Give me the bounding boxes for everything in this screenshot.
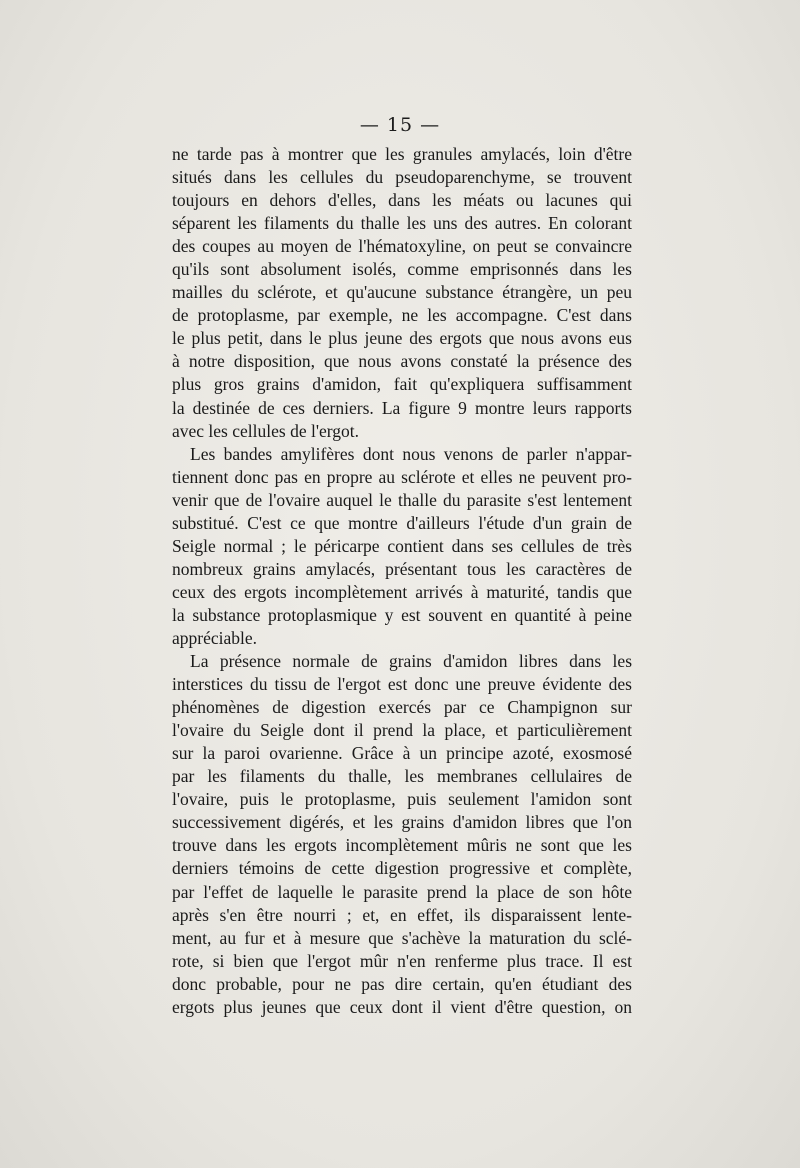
- text-line: donc probable, pour ne pas dire certain, qu'en étudiant des: [172, 973, 632, 994]
- text-line: interstices du tissu de l'ergot est donc une preuve évidente des: [172, 674, 632, 695]
- text-line: la substance protoplasmique y est souvent en quantité à peine: [172, 604, 632, 625]
- text-line: par l'effet de laquelle le parasite prend la place de son hôte: [172, 881, 632, 902]
- text-line: La présence normale de grains d'amidon libres dans les: [190, 651, 632, 672]
- text-line: sur la paroi ovarienne. Grâce à un principe azoté, exosmosé: [172, 743, 632, 764]
- text-line: par les filaments du thalle, les membranes cellulaires de: [172, 766, 632, 787]
- text-line: séparent les filaments du thalle les uns des autres. En colorant: [172, 213, 632, 234]
- text-line: le plus petit, dans le plus jeune des ergots que nous avons eus: [172, 328, 632, 349]
- paragraph: [172, 143, 632, 443]
- text-line: après s'en être nourri ; et, en effet, ils disparaissent lente-: [172, 904, 632, 925]
- paragraph: [172, 650, 632, 1019]
- text-line: l'ovaire du Seigle dont il prend la place, et particulièrement: [172, 720, 632, 741]
- text-line: de protoplasme, par exemple, ne les accompagne. C'est dans: [172, 305, 632, 326]
- text-line: l'ovaire, puis le protoplasme, puis seulement l'amidon sont: [172, 789, 632, 810]
- text-line: avec les cellules de l'ergot.: [172, 420, 359, 441]
- text-line: mailles du sclérote, et qu'aucune substance étrangère, un peu: [172, 282, 632, 303]
- text-line: tiennent donc pas en propre au sclérote et elles ne peuvent pro-: [172, 466, 632, 487]
- page-number: — 15 —: [359, 114, 441, 136]
- body-text: [172, 143, 632, 1019]
- paragraph: [172, 443, 632, 650]
- text-line: situés dans les cellules du pseudoparenchyme, se trouvent: [172, 167, 632, 188]
- text-line: ment, au fur et à mesure que s'achève la maturation du sclé-: [172, 927, 632, 948]
- text-line: des coupes au moyen de l'hématoxyline, on peut se convaincre: [172, 236, 632, 257]
- text-line: appréciable.: [172, 627, 258, 648]
- text-line: trouve dans les ergots incomplètement mûris ne sont que les: [172, 835, 632, 856]
- text-line: ceux des ergots incomplètement arrivés à maturité, tandis que: [172, 581, 632, 602]
- text-line: derniers témoins de cette digestion progressive et complète,: [172, 858, 632, 879]
- text-line: toujours en dehors d'elles, dans les méats ou lacunes qui: [172, 190, 632, 211]
- text-line: nombreux grains amylacés, présentant tous les caractères de: [172, 558, 632, 579]
- text-line: substitué. C'est ce que montre d'ailleurs l'étude d'un grain de: [172, 512, 632, 533]
- text-line: qu'ils sont absolument isolés, comme emprisonnés dans les: [172, 259, 632, 280]
- text-line: Seigle normal ; le péricarpe contient dans ses cellules de très: [172, 535, 632, 556]
- text-line: Les bandes amylifères dont nous venons de parler n'appar-: [190, 443, 632, 464]
- text-line: venir que de l'ovaire auquel le thalle du parasite s'est lentement: [172, 489, 632, 510]
- text-line: plus gros grains d'amidon, fait qu'expliquera suffisamment: [172, 374, 632, 395]
- text-line: phénomènes de digestion exercés par ce Champignon sur: [172, 697, 632, 718]
- text-line: ne tarde pas à montrer que les granules amylacés, loin d'être: [172, 144, 632, 164]
- text-line: rote, si bien que l'ergot mûr n'en renferme plus trace. Il est: [172, 950, 632, 971]
- text-line: à notre disposition, que nous avons constaté la présence des: [172, 351, 632, 372]
- text-line: la destinée de ces derniers. La figure 9 montre leurs rapports: [172, 397, 632, 418]
- text-line: successivement digérés, et les grains d'amidon libres que l'on: [172, 812, 632, 833]
- text-line: ergots plus jeunes que ceux dont il vient d'être question, on: [172, 996, 632, 1017]
